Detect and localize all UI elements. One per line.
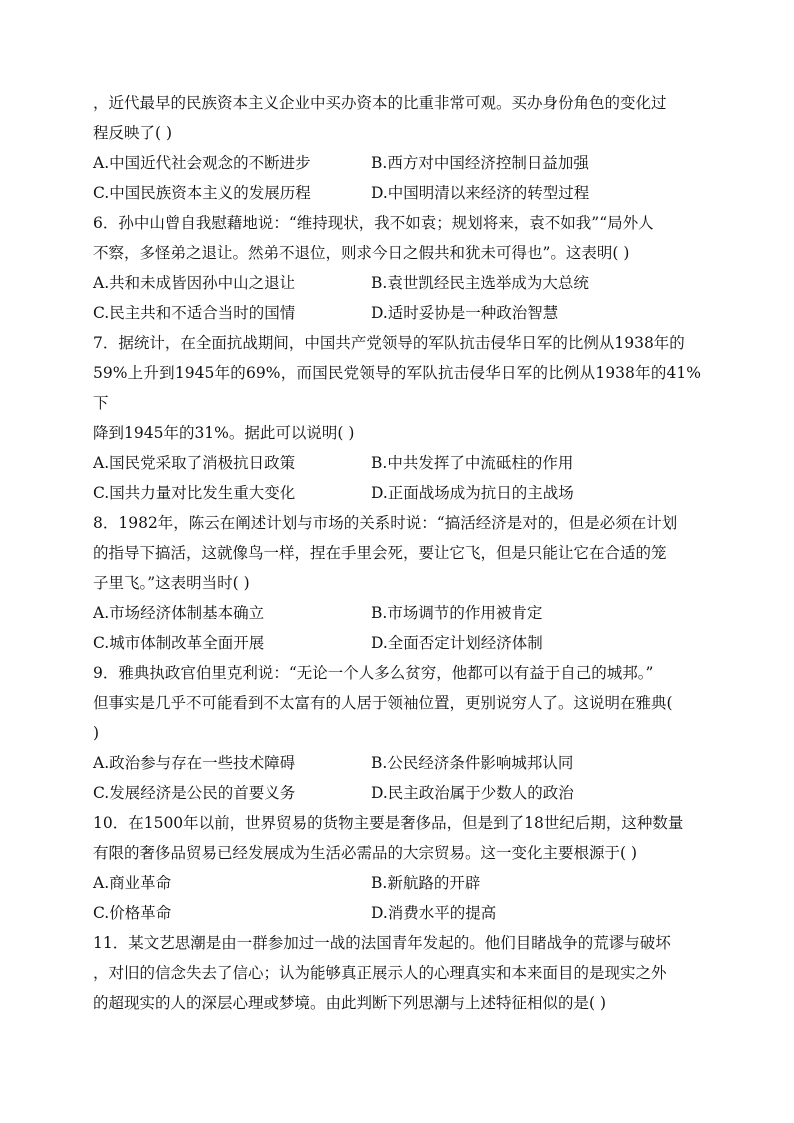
option-d: D.全面否定计划经济体制	[371, 634, 543, 652]
option-c: C.国共力量对比发生重大变化	[93, 484, 296, 502]
option-c: C.发展经济是公民的首要义务	[93, 784, 296, 802]
option-a: A.国民党采取了消极抗日政策	[93, 454, 296, 472]
answer-options	[93, 148, 701, 208]
option-b: B.市场调节的作用被肯定	[371, 604, 543, 622]
question-intro	[93, 88, 701, 208]
question-stem	[93, 328, 701, 448]
question-11	[93, 928, 701, 1018]
question-content	[93, 88, 701, 1018]
option-c: C.民主共和不适合当时的国情	[93, 304, 296, 322]
option-d: D.消费水平的提高	[371, 904, 497, 922]
option-b: B.公民经济条件影响城邦认同	[371, 754, 574, 772]
option-a: A.中国近代社会观念的不断进步	[93, 154, 311, 172]
option-c: C.城市体制改革全面开展	[93, 634, 265, 652]
stem-line: 的指导下搞活，这就像鸟一样，捏在手里会死，要让它飞，但是只能让它在合适的笼	[93, 544, 667, 562]
stem-line: ，对旧的信念失去了信心；认为能够真正展示人的心理真实和本来面目的是现实之外	[93, 964, 667, 982]
stem-line: 10．在1500年以前，世界贸易的货物主要是奢侈品，但是到了18世纪后期，这种数量	[93, 814, 684, 832]
option-a: A.政治参与存在一些技术障碍	[93, 754, 296, 772]
question-6	[93, 208, 701, 328]
option-a: A.市场经济体制基本确立	[93, 604, 265, 622]
option-a: A.共和未成皆因孙中山之退让	[93, 274, 296, 292]
question-9	[93, 658, 701, 808]
stem-line: 不察，多怪弟之退让。然弟不退位，则求今日之假共和犹未可得也”。这表明( )	[93, 244, 630, 262]
question-10	[93, 808, 701, 928]
option-d: D.民主政治属于少数人的政治	[371, 784, 574, 802]
stem-line: 降到1945年的31%。据此可以说明( )	[93, 424, 355, 442]
question-stem	[93, 508, 701, 598]
question-stem	[93, 928, 701, 1018]
answer-options	[93, 748, 701, 808]
option-d: D.中国明清以来经济的转型过程	[371, 184, 590, 202]
stem-line: 的超现实的人的深层心理或梦境。由此判断下列思潮与上述特征相似的是( )	[93, 994, 607, 1012]
stem-line: 9．雅典执政官伯里克利说：“无论一个人多么贫穷，他都可以有益于自己的城邦。”	[93, 664, 654, 682]
stem-line: 子里飞。”这表明当时( )	[93, 574, 250, 592]
option-c: C.中国民族资本主义的发展历程	[93, 184, 311, 202]
stem-line: ，近代最早的民族资本主义企业中买办资本的比重非常可观。买办身份角色的变化过	[93, 94, 667, 112]
stem-line: 8．1982年，陈云在阐述计划与市场的关系时说：“搞活经济是对的，但是必须在计划	[93, 514, 678, 532]
answer-options	[93, 268, 701, 328]
stem-line: 程反映了( )	[93, 124, 173, 142]
stem-line: 59%上升到1945年的69%，而国民党领导的军队抗击侵华日军的比例从1938年的41%下	[93, 364, 701, 412]
option-d: D.正面战场成为抗日的主战场	[371, 484, 574, 502]
question-stem	[93, 208, 701, 268]
option-d: D.适时妥协是一种政治智慧	[371, 304, 559, 322]
stem-line: 但事实是几乎不可能看到不太富有的人居于领袖位置，更别说穷人了。这说明在雅典(	[93, 694, 673, 712]
option-b: B.袁世凯经民主选举成为大总统	[371, 274, 589, 292]
option-b: B.西方对中国经济控制日益加强	[371, 154, 589, 172]
question-stem	[93, 88, 701, 148]
question-8	[93, 508, 701, 658]
question-stem	[93, 658, 701, 748]
option-c: C.价格革命	[93, 904, 172, 922]
answer-options	[93, 598, 701, 658]
stem-line: 11．某文艺思潮是由一群参加过一战的法国青年发起的。他们目睹战争的荒谬与破坏	[93, 934, 671, 952]
answer-options	[93, 448, 701, 508]
option-b: B.新航路的开辟	[371, 874, 481, 892]
option-a: A.商业革命	[93, 874, 172, 892]
stem-line: 有限的奢侈品贸易已经发展成为生活必需品的大宗贸易。这一变化主要根源于( )	[93, 844, 638, 862]
answer-options	[93, 868, 701, 928]
option-b: B.中共发挥了中流砥柱的作用	[371, 454, 574, 472]
stem-line: )	[93, 724, 100, 742]
question-stem	[93, 808, 701, 868]
question-7	[93, 328, 701, 508]
stem-line: 6．孙中山曾自我慰藉地说：“维持现状，我不如袁；规划将来，袁不如我”“局外人	[93, 214, 654, 232]
stem-line: 7．据统计，在全面抗战期间，中国共产党领导的军队抗击侵华日军的比例从1938年的	[93, 334, 685, 352]
